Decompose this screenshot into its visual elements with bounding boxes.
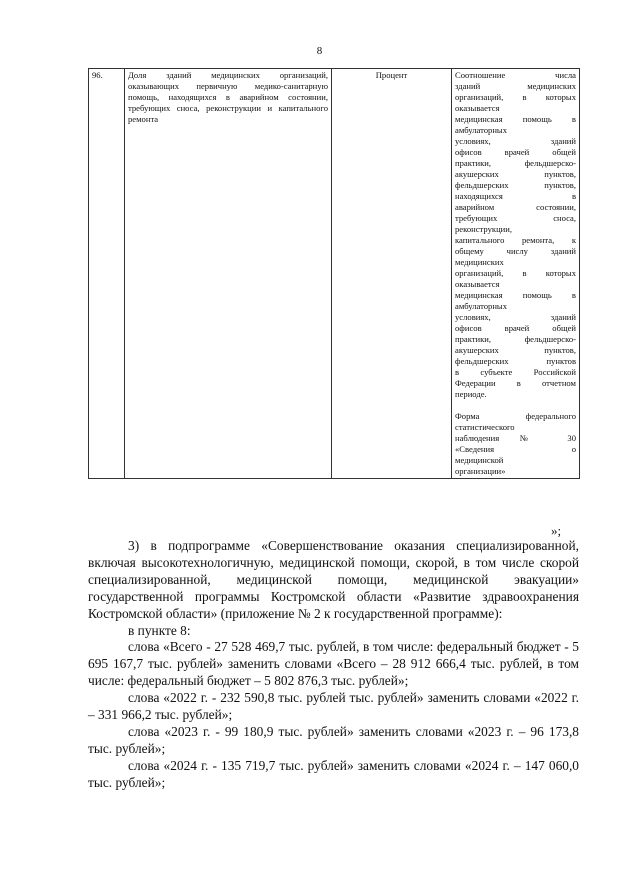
formula-line: фельдшерских пунктов, [455, 180, 576, 190]
formula-line: офисов врачей общей [455, 323, 576, 333]
formula-line: Соотношение числа [455, 70, 576, 80]
formula-line: условиях, зданий [455, 312, 576, 322]
indicator-name: Доля зданий медицинских организаций, оказывающих первичную медико-санитарную помощь, находящихся в аварийном состоянии, требующих сноса, реконструкции и капитального ремонта [125, 69, 332, 479]
formula-line: в субъекте Российской [455, 367, 576, 377]
formula-line: офисов врачей общей [455, 147, 576, 157]
paragraph-total: слова «Всего - 27 528 469,7 тыс. рублей, в том числе: федеральный бюджет - 5 695 167,7 тыс. рублей» заменить словами «Всего – 28 912 666,4 тыс. рублей, в том числе: федеральный бюджет – 5 802 876,3 тыс. рублей»; [88, 639, 579, 689]
formula-line: акушерских пунктов, [455, 169, 576, 179]
paragraph-2024: слова «2024 г. - 135 719,7 тыс. рублей» заменить словами «2024 г. – 147 060,0 тыс. рублей»; [88, 757, 579, 790]
formula-line: медицинская помощь в [455, 114, 576, 124]
formula-line: находящихся в [455, 191, 576, 201]
formula-line: реконструкции, [455, 224, 513, 234]
formula-line: организаций, в которых [455, 92, 576, 102]
formula-line: медицинских [455, 257, 504, 267]
formula-line: оказывается [455, 103, 500, 113]
amendment-text [88, 538, 579, 792]
paragraph-item-8: в пункте 8: [128, 622, 191, 638]
formula-line: практики, фельдшерско- [455, 334, 576, 344]
formula-line: зданий медицинских [455, 81, 576, 91]
calculation-method-cell [452, 69, 580, 479]
formula-line: организаций, в которых [455, 268, 576, 278]
source-line: организации» [455, 466, 506, 476]
formula-line: требующих сноса, [455, 213, 576, 223]
row-number: 96. [89, 69, 125, 479]
formula-line: амбулаторных [455, 301, 508, 311]
formula-line: практики, фельдшерско- [455, 158, 576, 168]
formula-line: периоде. [455, 389, 487, 399]
paragraph-2022: слова «2022 г. - 232 590,8 тыс. рублей тыс. рублей» заменить словами «2022 г. – 331 966,2 тыс. рублей»; [88, 690, 579, 723]
unit-of-measure: Процент [332, 69, 452, 479]
paragraph-subprogram: 3) в подпрограмме «Совершенствование оказания специализированной, включая высокотехнологичную, медицинской помощи, скорой, в том числе скорой специализированной, медицинской помощи, медицинской эвакуации» государственной программы Костромской области «Развитие здравоохранения Костромской области» (приложение № 2 к государственной программе): [88, 538, 579, 621]
closing-quote: »; [551, 523, 562, 538]
data-source [455, 411, 576, 477]
source-line: медицинской [455, 455, 504, 465]
calculation-formula [455, 70, 576, 400]
formula-line: капитального ремонта, к [455, 235, 576, 245]
indicators-table [88, 68, 580, 479]
source-line: Форма федерального [455, 411, 576, 421]
formula-line: амбулаторных [455, 125, 508, 135]
page-number: 8 [316, 45, 323, 57]
formula-line: Федерации в отчетном [455, 378, 576, 388]
source-line: «Сведения о [455, 444, 576, 454]
paragraph-2023: слова «2023 г. - 99 180,9 тыс. рублей» заменить словами «2023 г. – 96 173,8 тыс. рублей»; [88, 723, 579, 756]
formula-line: аварийном состоянии, [455, 202, 576, 212]
formula-line: медицинская помощь в [455, 290, 576, 300]
formula-line: акушерских пунктов, [455, 345, 576, 355]
formula-line: условиях, зданий [455, 136, 576, 146]
source-line: статистического [455, 422, 515, 432]
formula-line: оказывается [455, 279, 500, 289]
source-line: наблюдения № 30 [455, 433, 576, 443]
table-row [89, 69, 580, 479]
formula-line: общему числу зданий [455, 246, 576, 256]
formula-line: фельдшерских пунктов [455, 356, 576, 366]
